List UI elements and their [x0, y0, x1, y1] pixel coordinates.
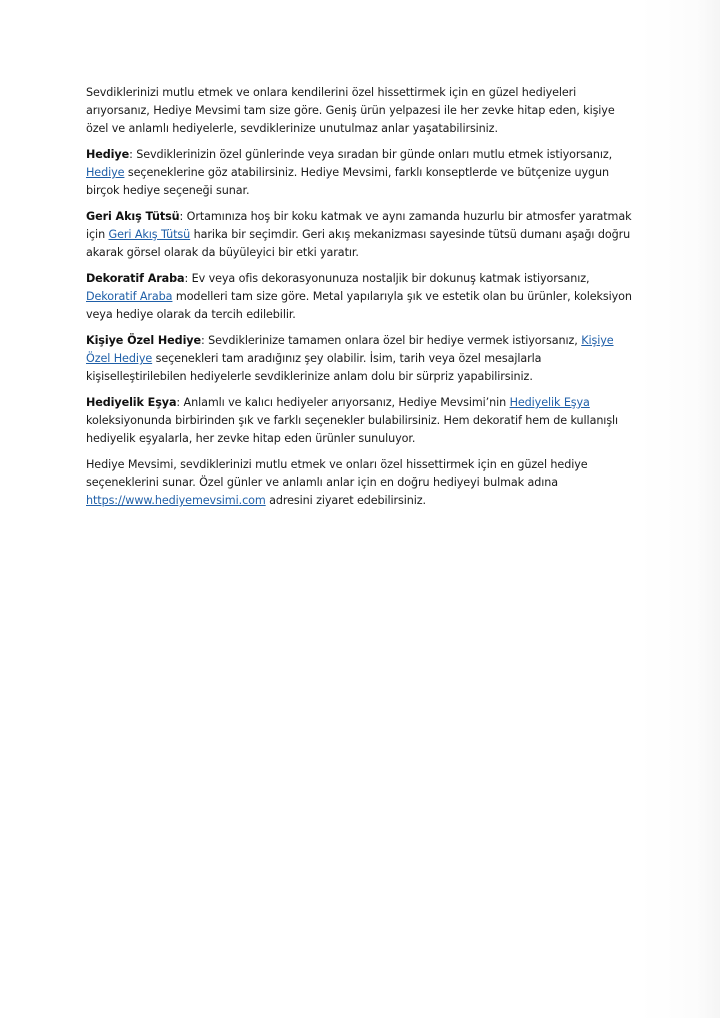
hediyelik-esya-text-before: : Anlamlı ve kalıcı hediyeler arıyorsanız, Hediye Mevsimi’nin: [176, 396, 510, 409]
araba-link[interactable]: Dekoratif Araba: [86, 290, 173, 303]
hediye-heading: Hediye: [86, 148, 130, 161]
hediyelik-esya-text-after: koleksiyonunda birbirinden şık ve farklı seçenekler bulabilirsiniz. Hem dekoratif hem de kullanışlı hediyelik eşyalarla, her zevke hitap eden ürünler sunuluyor.: [86, 414, 619, 445]
kisiye-ozel-link[interactable]: Kişiye Özel Hediye: [86, 334, 614, 365]
website-link[interactable]: https://www.hediyemevsimi.com: [86, 494, 266, 507]
araba-text-before: : Ev veya ofis dekorasyonunuza nostaljik bir dokunuş katmak istiyorsanız,: [184, 272, 590, 285]
tutsu-text-after: harika bir seçimdir. Geri akış mekanizması sayesinde tütsü dumanı aşağı doğru akarak görsel olarak da büyüleyici bir etki yaratır.: [86, 228, 631, 259]
hediye-text-after: seçeneklerine göz atabilirsiniz. Hediye Mevsimi, farklı konseptlerde ve bütçenize uygun birçok hediye seçeneği sunar.: [86, 166, 609, 197]
araba-paragraph: [86, 270, 640, 324]
tutsu-text-before: : Ortamınıza hoş bir koku katmak ve aynı zamanda huzurlu bir atmosfer yaratmak için: [86, 210, 632, 241]
hediye-text-before: : Sevdiklerinizin özel günlerinde veya sıradan bir günde onları mutlu etmek istiyorsanız,: [129, 148, 613, 161]
page-edge-shadow: [639, 0, 720, 1018]
tutsu-heading: Geri Akış Tütsü: [86, 210, 180, 223]
intro-text: Sevdiklerinizi mutlu etmek ve onlara kendilerini özel hissettirmek için en güzel hediyeleri arıyorsanız, Hediye Mevsimi tam size göre. Geniş ürün yelpazesi ile her zevke hitap eden, kişiye özel ve anlamlı hediyelerle, sevdiklerinize unutulmaz anlar yaşatabilirsiniz.: [86, 86, 615, 135]
araba-heading: Dekoratif Araba: [86, 272, 185, 285]
kisiye-ozel-heading: Kişiye Özel Hediye: [86, 334, 201, 347]
kisiye-ozel-text-after: seçenekleri tam aradığınız şey olabilir. İsim, tarih veya özel mesajlarla kişiselleştirilebilen hediyelerle sevdiklerinize anlam dolu bir sürpriz yapabilirsiniz.: [86, 352, 542, 383]
closing-text-after: adresini ziyaret edebilirsiniz.: [265, 494, 427, 507]
hediyelik-esya-link[interactable]: Hediyelik Eşya: [509, 396, 590, 409]
hediyelik-esya-heading: Hediyelik Eşya: [86, 396, 177, 409]
intro-paragraph: [86, 84, 640, 138]
tutsu-link[interactable]: Geri Akış Tütsü: [108, 228, 191, 241]
hediye-link[interactable]: Hediye: [86, 166, 125, 179]
araba-text-after: modelleri tam size göre. Metal yapılarıyla şık ve estetik olan bu ürünler, koleksiyon veya hediye olarak da tercih edilebilir.: [86, 290, 632, 321]
closing-text-before: Hediye Mevsimi, sevdiklerinizi mutlu etmek ve onları özel hissettirmek için en güzel hediye seçeneklerini sunar. Özel günler ve anlamlı anlar için en doğru hediyeyi bulmak adına: [86, 458, 588, 489]
hediyelik-esya-paragraph: [86, 394, 640, 448]
tutsu-paragraph: [86, 208, 640, 262]
kisiye-ozel-text-before: : Sevdiklerinize tamamen onlara özel bir hediye vermek istiyorsanız,: [201, 334, 582, 347]
document-body: [86, 84, 640, 518]
hediye-paragraph: [86, 146, 640, 200]
kisiye-ozel-paragraph: [86, 332, 640, 386]
closing-paragraph: [86, 456, 640, 510]
